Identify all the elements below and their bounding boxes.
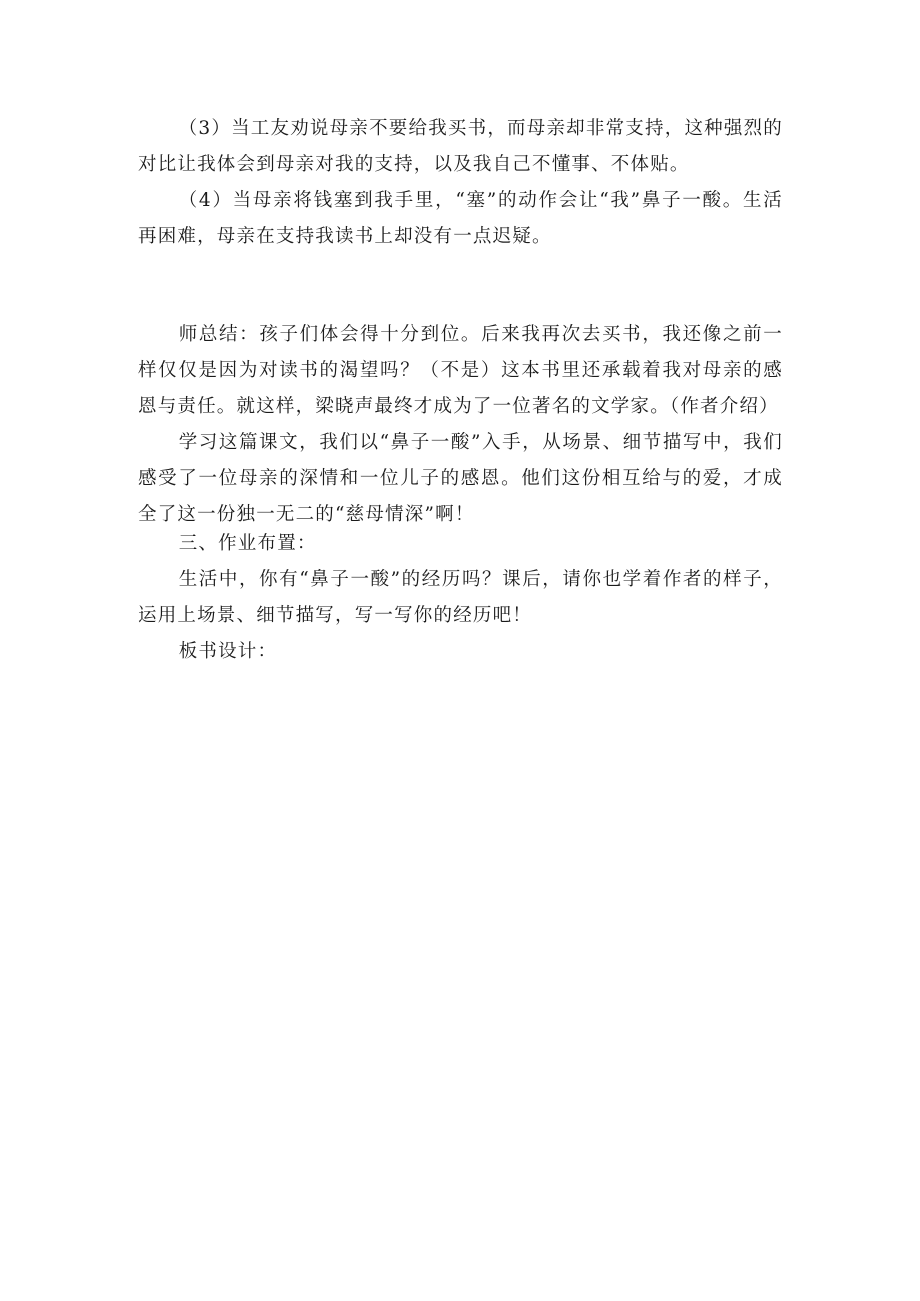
paragraph-teacher-summary: 师总结：孩子们体会得十分到位。后来我再次去买书，我还像之前一样仅仅是因为对读书的渴望吗？（不是）这本书里还承载着我对母亲的感恩与责任。就这样，梁晓声最终才成为了一位著名的文学家。（作者介绍） [138, 324, 783, 417]
paragraph-point-3: （3）当工友劝说母亲不要给我买书，而母亲却非常支持，这种强烈的对比让我体会到母亲对我的支持，以及我自己不懂事、不体贴。 [138, 118, 783, 175]
section-heading-board-design: 板书设计： [178, 641, 278, 662]
section-heading-homework: 三、作业布置： [178, 533, 317, 554]
paragraph-point-4: （4）当母亲将钱塞到我手里，“塞”的动作会让“我”鼻子一酸。生活再困难，母亲在支持我读书上却没有一点迟疑。 [138, 190, 783, 247]
paragraph-homework-task: 生活中，你有“鼻子一酸”的经历吗？课后，请你也学着作者的样子，运用上场景、细节描写，写一写你的经历吧！ [138, 569, 783, 626]
paragraph-lesson-conclusion: 学习这篇课文，我们以“鼻子一酸”入手，从场景、细节描写中，我们感受了一位母亲的深情和一位儿子的感恩。他们这份相互给与的爱，才成全了这一份独一无二的“慈母情深”啊！ [138, 432, 783, 525]
